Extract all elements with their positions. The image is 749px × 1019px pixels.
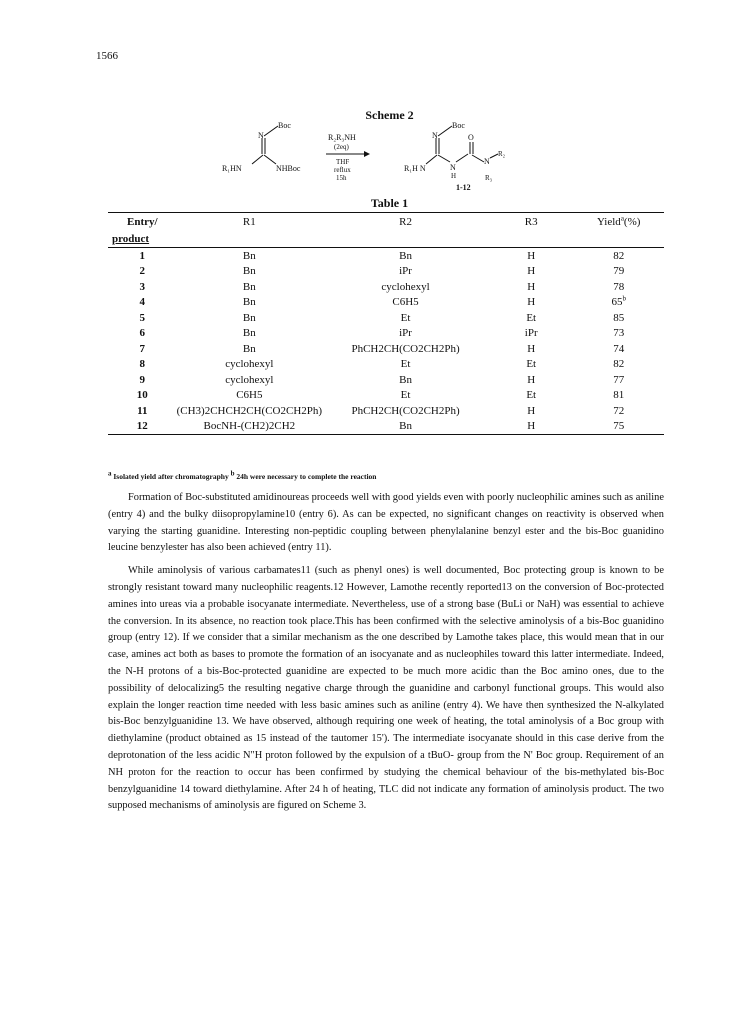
cell-r2 xyxy=(322,326,489,342)
table-row xyxy=(108,295,664,311)
header-r1 xyxy=(177,213,322,231)
cell-r1-text: Bn xyxy=(242,249,256,262)
header-yield-sup: a xyxy=(620,214,624,223)
cell-r3-text: H xyxy=(527,404,536,417)
cell-r1 xyxy=(177,357,322,373)
cell-r1 xyxy=(177,248,322,264)
cell-r3 xyxy=(489,388,573,404)
footnote-a-mark: a xyxy=(108,469,112,478)
header-product xyxy=(108,230,177,248)
cell-r2-text: Bn xyxy=(399,249,412,262)
cell-yield xyxy=(573,372,664,388)
cell-r2-text: C6H5 xyxy=(392,296,419,309)
table-body xyxy=(108,248,664,435)
cell-r1 xyxy=(177,279,322,295)
cell-entry-text: 9 xyxy=(139,373,146,386)
cell-yield xyxy=(573,310,664,326)
cell-r2 xyxy=(322,419,489,435)
reactant-left: R₁HN xyxy=(222,164,242,173)
header-r3 xyxy=(489,213,573,231)
cell-entry xyxy=(108,248,177,264)
reaction-arrow xyxy=(326,151,370,157)
cell-entry xyxy=(108,419,177,435)
cell-entry-text: 6 xyxy=(139,327,146,340)
cell-entry-text: 3 xyxy=(139,280,146,293)
cell-r2-text: cyclohexyl xyxy=(381,280,430,293)
cell-entry-text: 11 xyxy=(137,404,148,417)
cell-r3 xyxy=(489,419,573,435)
cell-entry xyxy=(108,279,177,295)
cell-r1 xyxy=(177,264,322,280)
cell-yield-text: 73 xyxy=(613,327,625,340)
cell-yield xyxy=(573,419,664,435)
cell-r3 xyxy=(489,341,573,357)
cell-r1-text: cyclohexyl xyxy=(225,373,274,386)
cell-entry-text: 4 xyxy=(139,296,146,309)
product-n3: N xyxy=(484,157,490,166)
header-yield xyxy=(573,213,664,231)
cell-r1 xyxy=(177,403,322,419)
product-o: O xyxy=(468,133,474,142)
equiv: (2eq) xyxy=(334,143,349,151)
cell-entry xyxy=(108,326,177,342)
cell-r1-text: C6H5 xyxy=(236,389,263,402)
header-product-text: product xyxy=(112,233,150,245)
cell-entry xyxy=(108,310,177,326)
cell-yield-text: 82 xyxy=(613,249,625,262)
body-text xyxy=(108,490,664,815)
cell-r1 xyxy=(177,388,322,404)
reactant-structure xyxy=(252,126,278,164)
time: 15h xyxy=(336,174,347,182)
cell-entry-text: 5 xyxy=(139,311,146,324)
reactant-boc: Boc xyxy=(278,121,291,130)
cell-r3 xyxy=(489,326,573,342)
table-row xyxy=(108,357,664,373)
cell-entry xyxy=(108,357,177,373)
cell-r3-text: H xyxy=(527,265,536,278)
cell-yield xyxy=(573,326,664,342)
cell-entry xyxy=(108,372,177,388)
cell-r2 xyxy=(322,248,489,264)
product-nh-n: N xyxy=(450,163,456,172)
temperature: reflux xyxy=(334,166,351,174)
table-row xyxy=(108,264,664,280)
cell-r2-text: iPr xyxy=(399,265,412,278)
reactant-n: N xyxy=(258,131,264,140)
cell-r1-text: Bn xyxy=(242,296,256,309)
cell-r2-text: Bn xyxy=(399,373,412,386)
footnote-a: Isolated yield after chromatography xyxy=(113,472,229,481)
cell-entry-text: 12 xyxy=(136,420,148,433)
cell-r1 xyxy=(177,341,322,357)
product-left: R₁H N xyxy=(404,164,426,173)
table-header-row-2 xyxy=(108,230,664,248)
cell-r1 xyxy=(177,326,322,342)
cell-r2 xyxy=(322,295,489,311)
cell-yield xyxy=(573,264,664,280)
cell-r3-text: H xyxy=(527,249,536,262)
cell-r1-text: Bn xyxy=(242,342,256,355)
cell-r1-text: Bn xyxy=(242,327,256,340)
table-footnote xyxy=(108,469,377,481)
footnote-b: 24h were necessary to complete the reaction xyxy=(236,472,377,481)
cell-r3-text: Et xyxy=(526,389,537,402)
cell-entry xyxy=(108,403,177,419)
header-yield-unit: (%) xyxy=(623,216,641,228)
cell-r2 xyxy=(322,341,489,357)
cell-r3-text: H xyxy=(527,420,536,433)
cell-r2 xyxy=(322,372,489,388)
cell-yield xyxy=(573,341,664,357)
cell-r3-text: Et xyxy=(526,358,537,371)
cell-r3-text: Et xyxy=(526,311,537,324)
cell-r3 xyxy=(489,295,573,311)
cell-r2-text: PhCH2CH(CO2CH2Ph) xyxy=(351,404,460,417)
cell-r3-text: H xyxy=(527,373,536,386)
cell-r2 xyxy=(322,279,489,295)
footnote-b-mark: b xyxy=(230,469,235,478)
cell-yield xyxy=(573,403,664,419)
cell-r3-text: iPr xyxy=(524,327,538,340)
header-yield-text: Yield xyxy=(596,216,621,228)
solvent: THF xyxy=(336,158,350,166)
cell-r2-text: Bn xyxy=(399,420,412,433)
cell-r1-text: BocNH-(CH2)2CH2 xyxy=(203,420,296,433)
cell-yield-text: 65 xyxy=(611,296,623,309)
table-row xyxy=(108,341,664,357)
product-n: N xyxy=(432,131,438,140)
cell-r2 xyxy=(322,388,489,404)
reagent: R₂R₃NH xyxy=(328,133,356,142)
cell-entry-text: 8 xyxy=(139,358,146,371)
cell-r1-text: (CH3)2CHCH2CH(CO2CH2Ph) xyxy=(176,404,323,417)
cell-yield-text: 72 xyxy=(613,404,625,417)
header-r1-text: R1 xyxy=(242,216,256,228)
reactant-right: NHBoc xyxy=(276,164,301,173)
cell-r2-text: PhCH2CH(CO2CH2Ph) xyxy=(351,342,460,355)
cell-entry-text: 7 xyxy=(139,342,146,355)
cell-entry xyxy=(108,341,177,357)
product-r2: R₂ xyxy=(498,150,506,158)
cell-yield xyxy=(573,295,664,311)
results-table xyxy=(108,212,664,435)
paragraph: Formation of Boc-substituted amidinoureas proceeds well with good yields even with poorly nucleophilic amines such as aniline (entry 4) and the bulky diisopropylamine10 (entry 6). As can be expected, no significant changes on reactivity is observed when varying the starting guanidine. Interesting non-peptidic coupling between phenylalanine benzyl ester and the bis-Boc guanidino leucine benzylester has also been achieved (entry 11). xyxy=(108,492,664,554)
cell-r2 xyxy=(322,310,489,326)
cell-r1-text: Bn xyxy=(242,280,256,293)
cell-yield xyxy=(573,388,664,404)
cell-r2-text: iPr xyxy=(399,327,412,340)
header-r3-text: R3 xyxy=(524,216,538,228)
header-entry-label: Entry/ xyxy=(127,216,158,228)
cell-yield-text: 78 xyxy=(613,280,625,293)
cell-r2-text: Et xyxy=(400,389,411,402)
yield-note: b xyxy=(622,294,626,303)
table-row xyxy=(108,310,664,326)
cell-r2 xyxy=(322,264,489,280)
table-row xyxy=(108,248,664,264)
cell-entry xyxy=(108,295,177,311)
cell-r1 xyxy=(177,295,322,311)
cell-r1-text: Bn xyxy=(242,311,256,324)
header-entry xyxy=(108,213,177,231)
table-row xyxy=(108,279,664,295)
page-number: 1566 xyxy=(96,50,118,62)
cell-yield xyxy=(573,357,664,373)
cell-yield-text: 77 xyxy=(613,373,625,386)
cell-r1 xyxy=(177,372,322,388)
cell-r2-text: Et xyxy=(400,358,411,371)
header-r2-text: R2 xyxy=(399,216,412,228)
cell-entry-text: 2 xyxy=(139,265,146,278)
cell-yield-text: 85 xyxy=(613,311,625,324)
table-row xyxy=(108,326,664,342)
cell-yield-text: 81 xyxy=(613,389,625,402)
cell-yield xyxy=(573,248,664,264)
cell-r3 xyxy=(489,403,573,419)
cell-r3 xyxy=(489,248,573,264)
cell-r1-text: cyclohexyl xyxy=(225,358,274,371)
cell-yield-text: 82 xyxy=(613,358,625,371)
cell-entry-text: 1 xyxy=(139,249,146,262)
cell-yield-text: 79 xyxy=(613,265,625,278)
cell-r1 xyxy=(177,419,322,435)
cell-r3 xyxy=(489,310,573,326)
cell-yield-text: 75 xyxy=(613,420,625,433)
table-row xyxy=(108,372,664,388)
cell-yield xyxy=(573,279,664,295)
cell-r3 xyxy=(489,357,573,373)
table-row xyxy=(108,419,664,435)
cell-r3-text: H xyxy=(527,280,536,293)
table-title: Table 1 xyxy=(370,196,409,210)
cell-r2-text: Et xyxy=(400,311,411,324)
table-row xyxy=(108,403,664,419)
cell-r3-text: H xyxy=(527,342,536,355)
table-row xyxy=(108,388,664,404)
product-r3: R₃ xyxy=(485,174,493,182)
cell-yield-text: 74 xyxy=(613,342,625,355)
cell-r2 xyxy=(322,403,489,419)
reaction-scheme xyxy=(200,118,580,198)
product-nh-h: H xyxy=(451,172,457,180)
cell-entry-text: 10 xyxy=(136,389,148,402)
cell-r3 xyxy=(489,279,573,295)
scheme-title: Scheme 2 xyxy=(365,108,414,122)
cell-r1 xyxy=(177,310,322,326)
product-label: 1-12 xyxy=(456,183,471,192)
cell-r3 xyxy=(489,264,573,280)
cell-entry xyxy=(108,388,177,404)
cell-r2 xyxy=(322,357,489,373)
cell-r3-text: H xyxy=(527,296,536,309)
paragraph: While aminolysis of various carbamates11 (such as phenyl ones) is well documented, Boc protecting group is known to be strongly resistant toward many nucleophilic reagents.12 However, Lamothe recently reported13 on the conversion of Boc-protected amines into ureas via a probable isocyanate intermediate. Nevertheless, use of a strong base (BuLi or NaH) was essential to achieve the conversion. In its absence, no reaction took place.This has been confirmed with the selective aminolysis of a bis-Boc guanidino group (entry 12). If we consider that a similar mechanism as the one described by Lamothe takes place, this would mean that in our case, amines act both as bases to promote the formation of an isocyanate and as nucleophiles toward this latter intermediate. Indeed, the N-H protons of a bis-Boc-protected guanidine are expected to be much more acidic than the Boc amino ones, due to the possibility of delocalizing5 the resulting negative charge through the guanidine and carbonyl functional groups. This would also explain the longer reaction time needed with less basic amines such as aniline (entry 4). We have then synthesized the N-alkylated bis-Boc benzylguanidine 13. We have observed, although requiring one week of heating, the total aminolysis of a Boc group with diethylamine (product obtained as 15 instead of the tautomer 15'). The intermediate isocyanate should in this case derive from the deprotonation of the less acidic N"H proton followed by the expulsion of a tBuO- group from the N' Boc group. Requirement of an NH proton for the reaction to occur has been confirmed by studying the chemical behaviour of the bis-methylated bis-Boc benzylguanidine 14 toward diethylamine. After 24 h of heating, TLC did not indicate any formation of aminolysis product. The two supposed mechanisms of aminolysis are figured on Scheme 3. xyxy=(108,565,664,812)
cell-entry xyxy=(108,264,177,280)
product-boc: Boc xyxy=(452,121,465,130)
cell-r3 xyxy=(489,372,573,388)
header-r2 xyxy=(322,213,489,231)
table-header-row xyxy=(108,213,664,231)
cell-r1-text: Bn xyxy=(242,265,256,278)
